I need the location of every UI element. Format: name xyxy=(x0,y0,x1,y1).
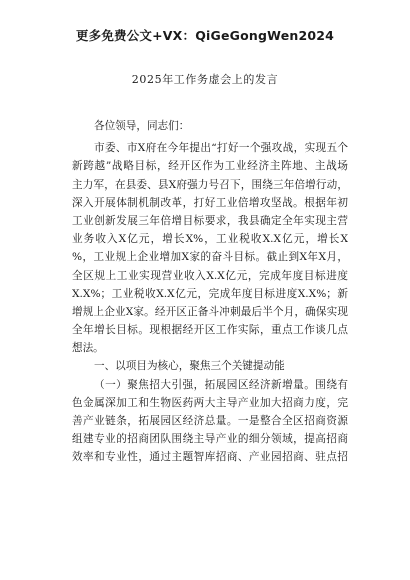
text-line: 深入开展体制机制改革，打好工业倍增攻坚战。根据年初 xyxy=(72,196,348,209)
document-title: 2025年工作务虚会上的发言 xyxy=(131,73,279,86)
text-line: （一）聚焦招大引强，拓展园区经济新增量。围绕有 xyxy=(94,378,348,391)
text-line: %，工业规上企业增加X家的奋斗目标。截止到X年X月， xyxy=(72,251,348,264)
text-line: 色金属深加工和生物医药两大主导产业加大招商力度，完 xyxy=(72,396,348,409)
text-line: 善产业链条，拓展园区经济总量。一是整合全区招商资源 xyxy=(72,415,348,427)
text-line: 想法。 xyxy=(72,342,104,355)
text-line: 一、以项目为核心，聚焦三个关键提动能 xyxy=(94,360,285,373)
text-line: 主力军，在县委、县X府强力号召下，围绕三年倍增行动， xyxy=(72,178,348,191)
text-line: 工业创新发展三年倍增目标要求，我县确定全年实现主营 xyxy=(72,214,348,227)
text-line: 业务收入X亿元，增长X%，工业税收X.X亿元，增长X xyxy=(72,233,348,246)
text-line: 效率和专业性，通过主题智库招商、产业园招商、驻点招 xyxy=(72,451,348,464)
text-line: 市委、市X府在今年提出“打好一个强攻战，实现五个 xyxy=(94,142,348,155)
text-line: 组建专业的招商团队围绕主导产业的细分领域，提高招商 xyxy=(72,433,348,446)
text-line: 新跨越”战略目标，经开区作为工业经济主阵地、主战场 xyxy=(72,160,348,173)
page-header: 更多免费公文+VX：QiGeGongWen2024 xyxy=(75,28,335,43)
text-line: 全年增长目标。现根据经开区工作实际，重点工作谈几点 xyxy=(72,324,348,337)
text-line: 全区规上工业实现营业收入X.X亿元，完成年度目标进度 xyxy=(72,269,348,282)
document-body xyxy=(72,117,348,467)
salutation: 各位领导，同志们： xyxy=(94,120,190,132)
text-line: 增规上企业X家。经开区正备斗冲刺最后半个月，确保实现 xyxy=(72,305,348,318)
text-line: X.X%；工业税收X.X亿元，完成年度目标进度X.X%；新 xyxy=(72,287,348,300)
